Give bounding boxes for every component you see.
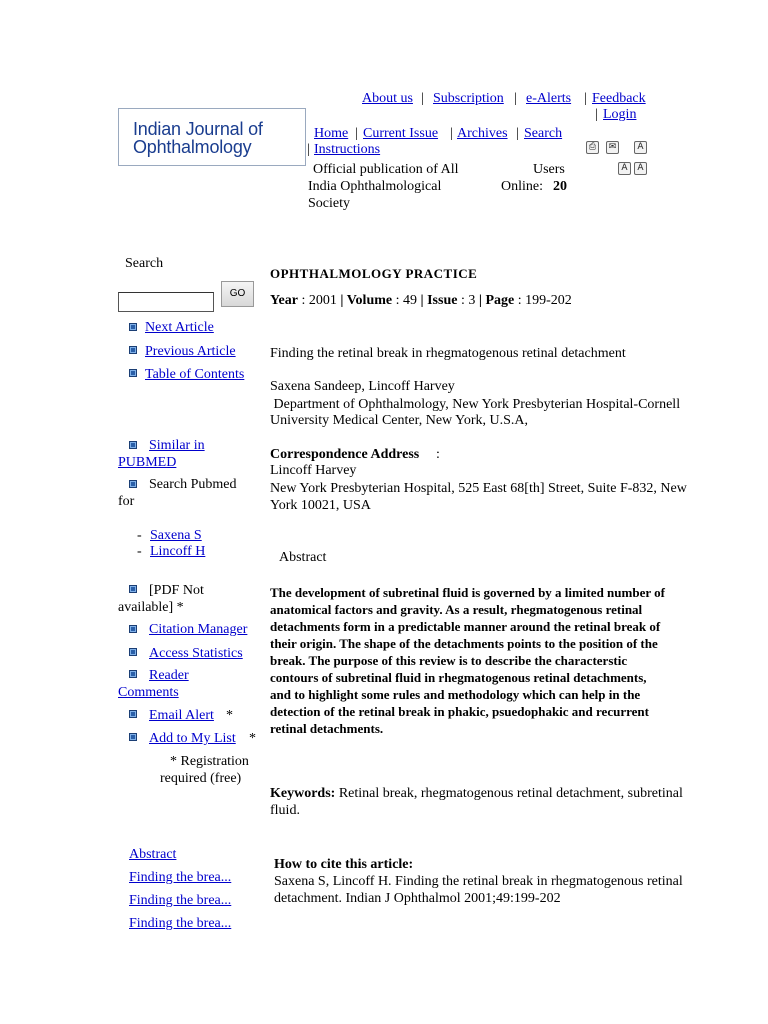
registration-note: * Registration <box>170 754 249 769</box>
volume-value: 49 <box>403 293 418 308</box>
correspondence-address-2: York 10021, USA <box>270 498 371 513</box>
toc-link-section[interactable]: Finding the brea... <box>129 870 232 885</box>
correspondence-colon: : <box>436 447 440 462</box>
affiliation-line-1: Department of Ophthalmology, New York Presbyterian Hospital-Cornell <box>270 397 681 412</box>
instructions-link[interactable]: Instructions <box>314 142 381 157</box>
home-link[interactable]: Home <box>314 126 349 141</box>
article-authors: Saxena Sandeep, Lincoff Harvey <box>270 379 455 394</box>
increase-font-icon[interactable]: A <box>634 162 647 175</box>
next-article-link[interactable]: Next Article <box>145 320 214 335</box>
correspondence-label: Correspondence Address <box>270 447 420 462</box>
bullet-icon <box>129 346 137 354</box>
page-label: Page <box>485 293 515 308</box>
nav-separator: | <box>516 126 519 141</box>
e-alerts-link[interactable]: e-Alerts <box>526 91 572 106</box>
cite-heading: How to cite this article: <box>274 857 414 872</box>
abstract-line: and to highlight some rules and methodology which can help in the <box>270 687 641 702</box>
author-dash: - <box>137 528 142 543</box>
abstract-heading: Abstract <box>279 550 327 565</box>
bullet-icon <box>129 670 137 678</box>
nav-separator: | <box>595 107 598 122</box>
about-us-link[interactable]: About us <box>362 91 413 106</box>
envelope-icon[interactable]: ✉ <box>606 141 619 154</box>
society-line-3: Society <box>308 196 350 211</box>
toc-link-abstract[interactable]: Abstract <box>129 847 177 862</box>
volume-label: Volume <box>346 293 393 308</box>
users-label: Users <box>533 162 565 177</box>
bullet-icon <box>129 648 137 656</box>
keywords-value: Retinal break, rhegmatogenous retinal detachment, subretinal <box>338 786 683 801</box>
journal-logo[interactable] <box>118 108 306 166</box>
add-to-my-list-link[interactable]: Add to My List <box>149 731 236 746</box>
reader-comments-link-2[interactable]: Comments <box>118 685 179 700</box>
cite-text-1: Saxena S, Lincoff H. Finding the retinal break in rhegmatogenous retinal <box>274 874 683 889</box>
decrease-font-icon[interactable]: A <box>618 162 631 175</box>
access-statistics-link[interactable]: Access Statistics <box>149 646 243 661</box>
bullet-icon <box>129 710 137 718</box>
abstract-line: The development of subretinal fluid is governed by a limited number of <box>270 585 665 600</box>
pdf-status-2: available] * <box>118 600 184 615</box>
author-link-lincoff[interactable]: Lincoff H <box>150 544 206 559</box>
email-alert-link[interactable]: Email Alert <box>149 708 214 723</box>
users-online-label: Online: <box>501 179 543 194</box>
society-line-2: India Ophthalmological <box>308 179 442 194</box>
nav-separator: | <box>355 126 358 141</box>
registration-star: * <box>226 708 233 723</box>
abstract-line: break. The purpose of this review is to describe the characterstic <box>270 653 628 668</box>
nav-separator: | <box>450 126 453 141</box>
search-pubmed-label: Search Pubmed <box>149 477 237 492</box>
feedback-link[interactable]: Feedback <box>592 91 646 106</box>
bullet-icon <box>129 733 137 741</box>
issue-value: 3 <box>468 293 476 308</box>
users-online-count: 20 <box>553 179 567 194</box>
abstract-line: anatomical factors and gravity. As a result, rhegmatogenous retinal <box>270 602 643 617</box>
current-issue-link[interactable]: Current Issue <box>363 126 439 141</box>
login-link[interactable]: Login <box>603 107 637 122</box>
nav-separator: | <box>584 91 587 106</box>
author-dash: - <box>137 544 142 559</box>
toc-link-section[interactable]: Finding the brea... <box>129 893 232 908</box>
logo-line-1: Indian Journal of <box>133 119 263 139</box>
year-label: Year <box>270 293 298 308</box>
abstract-line: their origin. The shape of the detachments points to the position of the <box>270 636 658 651</box>
nav-separator: | <box>421 91 424 106</box>
bullet-icon <box>129 480 137 488</box>
previous-article-link[interactable]: Previous Article <box>145 344 236 359</box>
toc-link-section[interactable]: Finding the brea... <box>129 916 232 931</box>
abstract-text <box>270 584 665 737</box>
society-line-1: Official publication of All <box>313 162 459 177</box>
search-label: Search <box>125 256 164 271</box>
registration-star: * <box>249 731 256 746</box>
keywords <box>270 785 683 802</box>
nav-separator: | <box>307 142 310 157</box>
abstract-line: detachments form in a predictable manner around the retinal break of <box>270 619 661 634</box>
abstract-line: detection of the retinal break in phakic, psuedophakic and recurrent <box>270 704 649 719</box>
similar-in-pubmed-link[interactable]: Similar in <box>149 438 205 453</box>
keywords-value-2: fluid. <box>270 803 300 818</box>
printer-icon[interactable]: ⎙ <box>586 141 599 154</box>
correspondence-address-1: New York Presbyterian Hospital, 525 East 68[th] Street, Suite F-832, New <box>270 481 687 496</box>
section-heading: OPHTHALMOLOGY PRACTICE <box>270 266 478 281</box>
bullet-icon <box>129 625 137 633</box>
archives-link[interactable]: Archives <box>457 126 508 141</box>
issue-label: Issue <box>427 293 458 308</box>
abstract-line: contours of subretinal fluid in rhegmatogenous retinal detachments, <box>270 670 647 685</box>
logo-line-2: Ophthalmology <box>133 137 252 157</box>
registration-note-2: required (free) <box>160 771 242 786</box>
abstract-line: retinal detachments. <box>270 721 384 736</box>
cite-text-2: detachment. Indian J Ophthalmol 2001;49:199-202 <box>274 891 561 906</box>
nav-separator: | <box>514 91 517 106</box>
bullet-icon <box>129 323 137 331</box>
author-link-saxena[interactable]: Saxena S <box>150 528 202 543</box>
bullet-icon <box>129 441 137 449</box>
citation-manager-link[interactable]: Citation Manager <box>149 622 248 637</box>
article-title: Finding the retinal break in rhegmatogenous retinal detachment <box>270 346 626 361</box>
table-of-contents-link[interactable]: Table of Contents <box>145 367 245 382</box>
similar-in-pubmed-link-2[interactable]: PUBMED <box>118 455 177 470</box>
search-link[interactable]: Search <box>524 126 563 141</box>
go-button[interactable]: GO <box>221 281 254 307</box>
subscription-link[interactable]: Subscription <box>433 91 504 106</box>
bullet-icon <box>129 585 137 593</box>
year-value: 2001 <box>308 293 337 308</box>
bullet-icon <box>129 369 137 377</box>
pdf-status: [PDF Not <box>149 583 204 598</box>
correspondence-name: Lincoff Harvey <box>270 463 357 478</box>
citation-metadata: Year : 2001 | Volume : 49 | Issue : 3 | Page : 199-202 <box>270 293 572 308</box>
keywords-label: Keywords: <box>270 786 336 801</box>
font-size-icon[interactable]: A <box>634 141 647 154</box>
reader-comments-link[interactable]: Reader <box>149 668 189 683</box>
affiliation-line-2: University Medical Center, New York, U.S.A, <box>270 413 529 428</box>
search-pubmed-label-2: for <box>118 494 135 509</box>
search-input[interactable] <box>118 292 214 312</box>
page-value: 199-202 <box>525 293 572 308</box>
